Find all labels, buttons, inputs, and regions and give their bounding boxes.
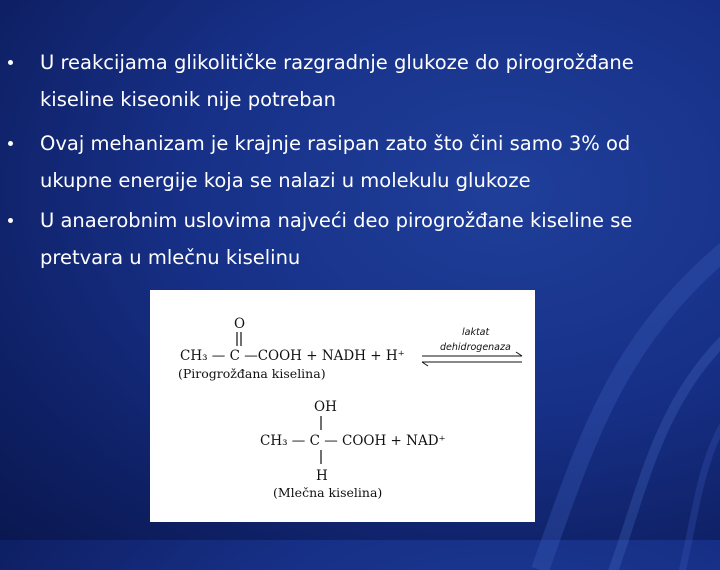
bullet-item [40,202,700,276]
reaction-figure [150,290,535,522]
bullet-dot-icon [8,218,13,223]
enzyme-label: laktat [462,327,490,338]
bullet-item [40,44,700,118]
pyruvate-name: (Pirogrožđana kiselina) [178,366,326,381]
pyruvate-formula: CH₃ — C —COOH + NADH + H⁺ [180,348,405,364]
bullet-dot-icon [8,141,13,146]
lactate-name: (Mlečna kiselina) [273,485,383,500]
bullet-line: pretvara u mlečnu kiselinu [40,246,301,269]
bullet-line: ukupne energije koja se nalazi u molekulu glukoze [40,169,531,192]
hydroxyl-group: OH [314,399,337,415]
hydrogen-atom: H [316,468,328,484]
bullet-line: Ovaj mehanizam je krajnje rasipan zato što čini samo 3% od [40,132,631,155]
enzyme-label: dehidrogenaza [440,342,511,353]
lactate-formula: CH₃ — C — COOH + NAD⁺ [260,433,446,449]
reaction-diagram [150,290,535,522]
bullet-line: kiseline kiseonik nije potreban [40,88,336,111]
carbonyl-oxygen: O [234,316,246,332]
bullet-dot-icon [8,60,13,65]
bullet-line: U anaerobnim uslovima najveći deo pirogrožđane kiseline se [40,209,633,232]
bullet-line: U reakcijama glikolitičke razgradnje glukoze do pirogrožđane [40,51,634,74]
bullet-item [40,125,700,199]
